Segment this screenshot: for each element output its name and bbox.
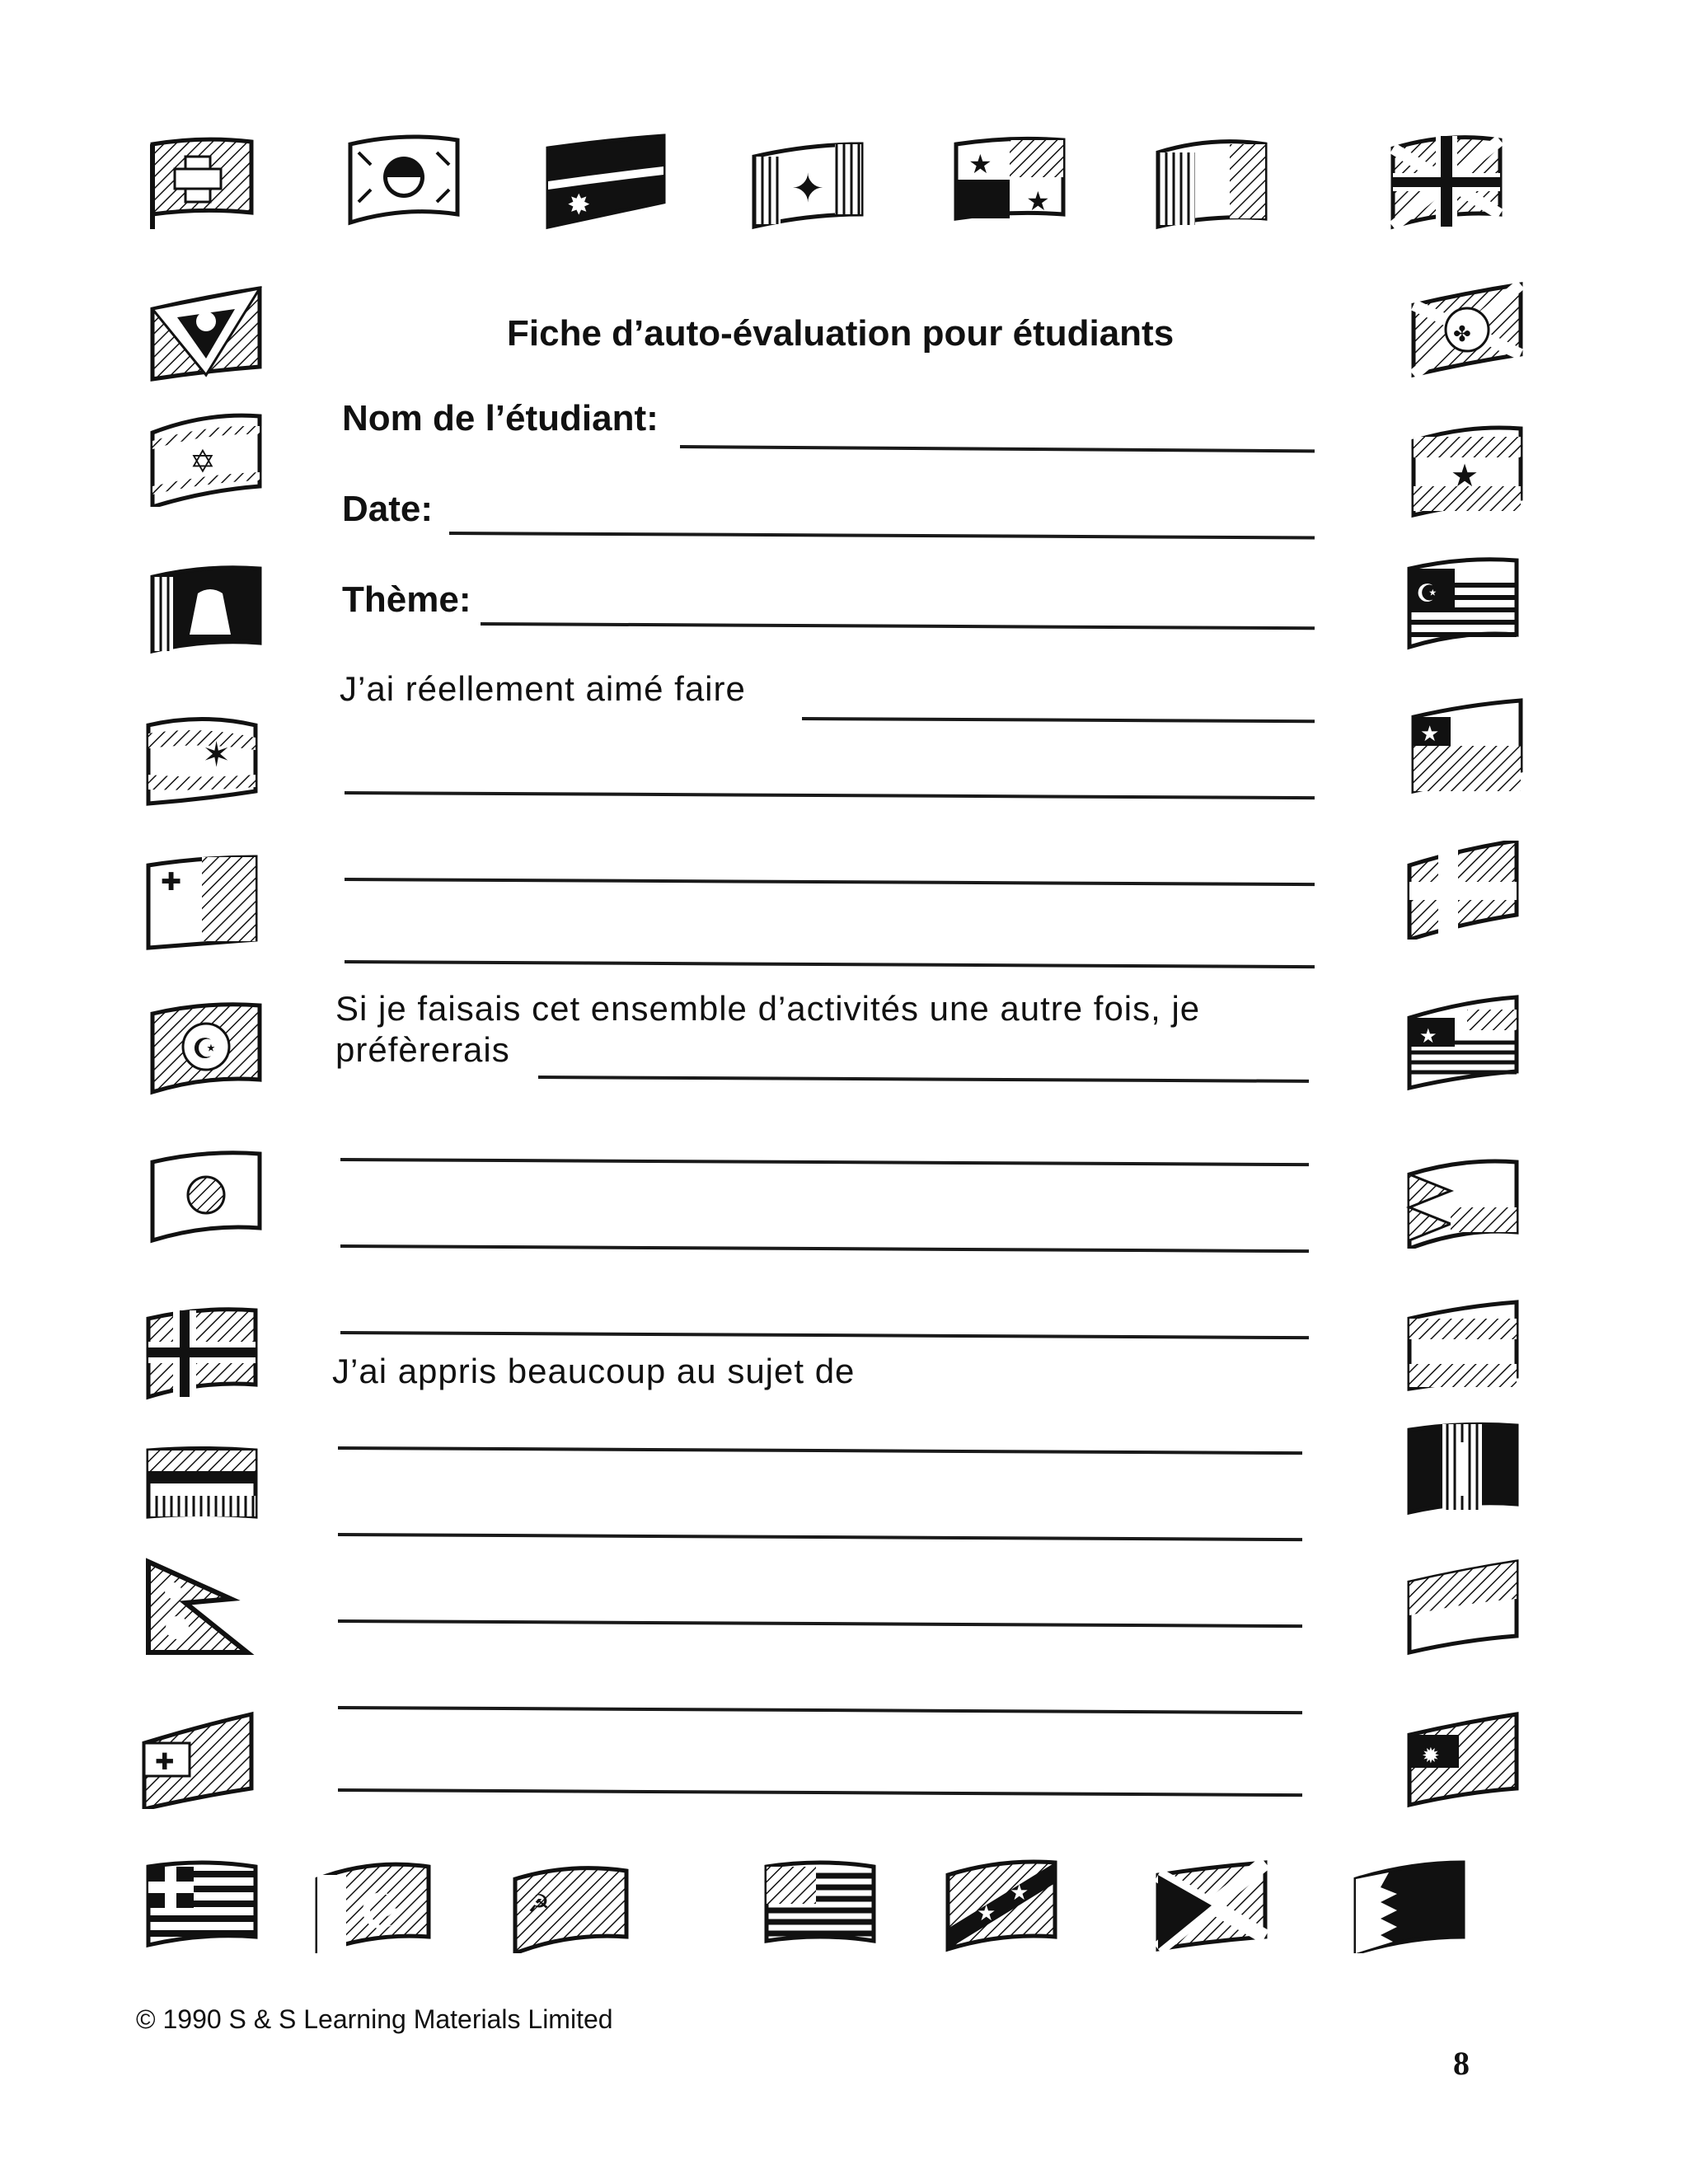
tunisia-flag-icon bbox=[144, 997, 268, 1096]
barbados-flag-icon bbox=[1401, 1418, 1525, 1516]
liked-answer-line-1[interactable] bbox=[802, 717, 1315, 723]
liked-answer-line-2[interactable] bbox=[345, 791, 1315, 799]
united-kingdom-flag-icon bbox=[1385, 132, 1508, 231]
prefer-prompt-line-1: Si je faisais cet ensemble d’activités une autre fois, je bbox=[335, 989, 1201, 1028]
learned-answer-line-1[interactable] bbox=[338, 1446, 1302, 1455]
svg-text:✡: ✡ bbox=[190, 443, 216, 480]
malta-flag-icon bbox=[140, 853, 264, 952]
svg-text:✦: ✦ bbox=[791, 166, 825, 212]
prefer-answer-line-4[interactable] bbox=[340, 1331, 1309, 1339]
prefer-prompt-line-2: préfèrerais bbox=[335, 1030, 510, 1069]
svg-text:☪: ☪ bbox=[1416, 579, 1438, 608]
svg-text:✚: ✚ bbox=[161, 868, 182, 897]
svg-text:★: ★ bbox=[1010, 1881, 1029, 1905]
date-field[interactable] bbox=[449, 532, 1315, 539]
theme-field[interactable] bbox=[481, 622, 1315, 630]
theme-label: Thème: bbox=[342, 579, 471, 620]
svg-text:☪: ☪ bbox=[192, 1033, 218, 1066]
nauru-flag-icon bbox=[544, 132, 668, 231]
norway-flag-icon bbox=[140, 1302, 264, 1401]
israel-flag-icon bbox=[144, 408, 268, 507]
svg-text:✤: ✤ bbox=[1453, 322, 1471, 347]
star-flag-icon bbox=[1405, 420, 1529, 519]
antigua-flag-icon bbox=[144, 284, 268, 383]
student-name-field[interactable] bbox=[680, 445, 1315, 452]
svg-text:☭: ☭ bbox=[528, 1890, 550, 1919]
taiwan-flag-icon bbox=[1401, 1710, 1525, 1809]
panama-flag-icon bbox=[948, 132, 1071, 231]
lesotho-flag-icon bbox=[144, 560, 268, 659]
svg-text:★: ★ bbox=[1419, 1024, 1437, 1047]
burundi-flag-icon bbox=[1405, 280, 1529, 379]
denmark-flag-icon bbox=[1401, 841, 1525, 940]
svg-text:★: ★ bbox=[968, 148, 992, 180]
svg-text:✚: ✚ bbox=[155, 1748, 175, 1775]
south-korea-flag-icon bbox=[342, 132, 466, 231]
liked-answer-line-4[interactable] bbox=[345, 960, 1315, 968]
date-label: Date: bbox=[342, 489, 434, 529]
copyright-notice: © 1990 S & S Learning Materials Limited bbox=[136, 2004, 613, 2034]
japan-flag-icon bbox=[144, 1146, 268, 1244]
zimbabwe-flag-icon bbox=[140, 709, 264, 808]
prefer-answer-line-3[interactable] bbox=[340, 1244, 1309, 1253]
student-name-label: Nom de l’étudiant: bbox=[342, 398, 659, 438]
learned-prompt: J’ai appris beaucoup au sujet de bbox=[332, 1352, 856, 1390]
canada-flag-icon bbox=[746, 132, 870, 231]
qatar-flag-icon bbox=[1348, 1854, 1471, 1953]
svg-text:☪: ☪ bbox=[359, 1883, 403, 1941]
learned-answer-line-4[interactable] bbox=[338, 1706, 1302, 1714]
greece-flag-icon bbox=[140, 1854, 264, 1953]
swiss-flag-icon bbox=[140, 132, 264, 231]
jamaica-flag-icon bbox=[1150, 1854, 1273, 1953]
svg-text:★: ★ bbox=[1026, 185, 1050, 217]
svg-text:✶: ✶ bbox=[202, 734, 232, 775]
liked-answer-line-3[interactable] bbox=[345, 878, 1315, 886]
learned-answer-line-5[interactable] bbox=[338, 1788, 1302, 1797]
svg-text:★: ★ bbox=[977, 1901, 996, 1926]
usa-flag-icon bbox=[758, 1854, 882, 1953]
nepal-flag-icon bbox=[140, 1558, 264, 1657]
prefer-answer-line-1[interactable] bbox=[538, 1076, 1309, 1083]
ussr-flag-icon bbox=[507, 1854, 631, 1953]
pakistan-flag-icon bbox=[309, 1854, 433, 1953]
page-number: 8 bbox=[1453, 2045, 1470, 2082]
svg-text:✸: ✸ bbox=[567, 189, 591, 222]
bahrain-flag-icon bbox=[1401, 1150, 1525, 1249]
ireland-flag-icon bbox=[1150, 132, 1273, 231]
chile-flag-icon bbox=[1405, 696, 1529, 795]
page-title: Fiche d’auto-évaluation pour étudiants bbox=[507, 313, 1175, 354]
learned-answer-line-3[interactable] bbox=[338, 1619, 1302, 1628]
learned-answer-line-2[interactable] bbox=[338, 1533, 1302, 1541]
st-kitts-flag-icon bbox=[940, 1854, 1063, 1953]
svg-text:★: ★ bbox=[1451, 457, 1479, 494]
striped-flag-icon bbox=[140, 1434, 264, 1533]
liked-prompt: J’ai réellement aimé faire bbox=[340, 669, 746, 708]
svg-text:✹: ✹ bbox=[1422, 1744, 1440, 1769]
monaco-flag-icon bbox=[1401, 1558, 1525, 1657]
prefer-answer-line-2[interactable] bbox=[340, 1158, 1309, 1166]
malaysia-flag-icon bbox=[1401, 552, 1525, 651]
liberia-flag-icon bbox=[1401, 993, 1525, 1092]
svg-text:★: ★ bbox=[1420, 722, 1440, 747]
tricolor-flag-icon bbox=[1401, 1298, 1525, 1397]
tonga-flag-icon bbox=[132, 1710, 256, 1809]
